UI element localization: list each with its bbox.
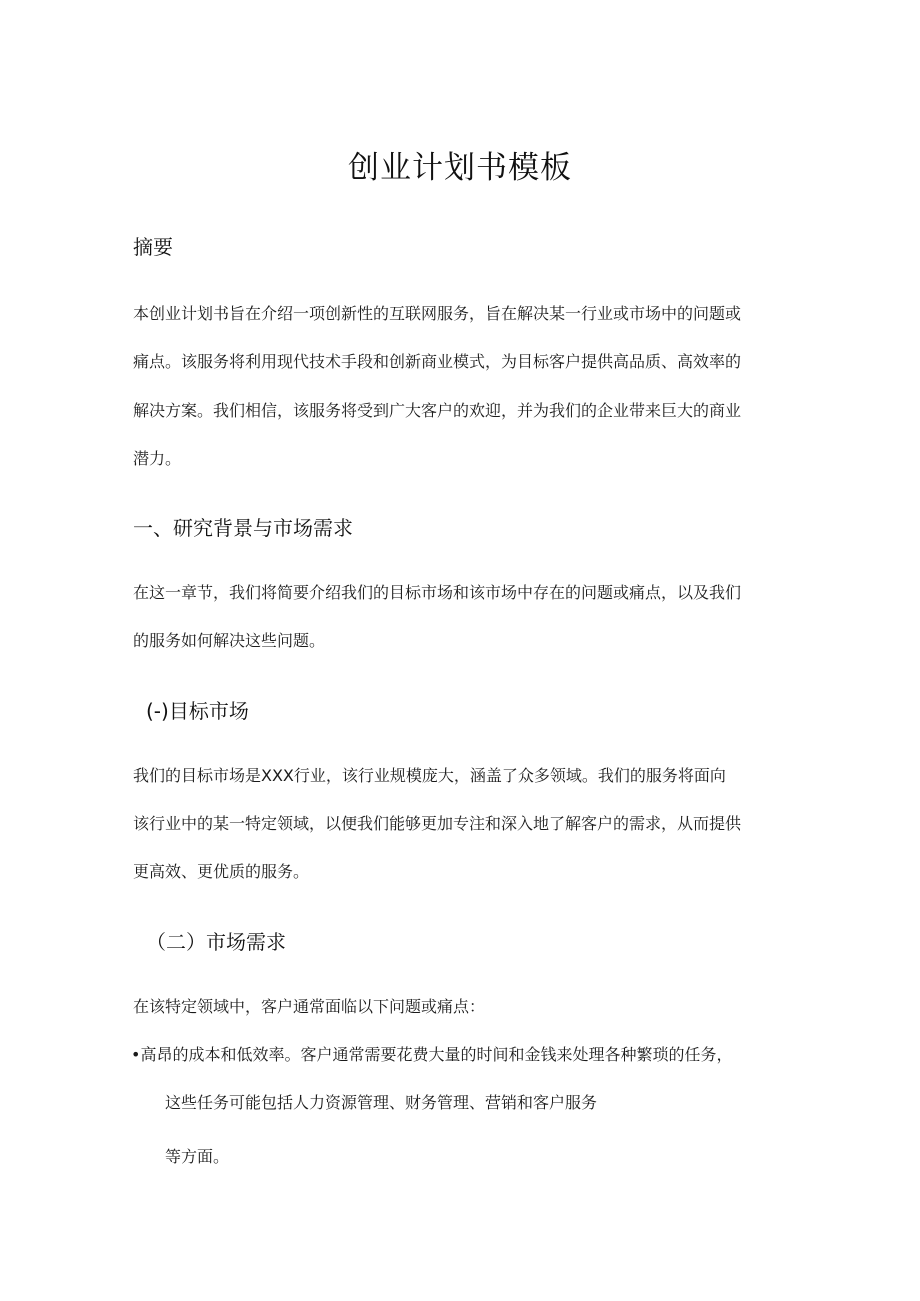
abstract-line-4: 潜力。 [133, 449, 182, 468]
section1-heading: 一、研究背景与市场需求 [133, 516, 353, 540]
target-market-line-2: 该行业中的某一特定领域，以便我们能够更加专注和深入地了解客户的需求，从而提供 [133, 814, 742, 833]
target-market-line-1: 我们的目标市场是XXX行业，该行业规模庞大，涵盖了众多领域。我们的服务将面向 [133, 766, 726, 785]
bullet-item: •高昂的成本和低效率。客户通常需要花费大量的时间和金钱来处理各种繁琐的任务， [131, 1045, 733, 1064]
market-demand-intro: 在该特定领域中，客户通常面临以下问题或痛点： [133, 997, 486, 1016]
section1-line-1: 在这一章节，我们将简要介绍我们的目标市场和该市场中存在的问题或痛点，以及我们 [133, 583, 742, 602]
abstract-line-1: 本创业计划书旨在介绍一项创新性的互联网服务，旨在解决某一行业或市场中的问题或 [133, 304, 742, 323]
bullet-continuation-2: 等方面。 [165, 1147, 230, 1166]
section1-line-2: 的服务如何解决这些问题。 [133, 631, 326, 650]
abstract-heading: 摘要 [133, 235, 173, 259]
subsection-market-demand-heading: （二）市场需求 [146, 930, 286, 954]
abstract-line-2: 痛点。该服务将利用现代技术手段和创新商业模式，为目标客户提供高品质、高效率的 [133, 352, 742, 371]
abstract-line-3: 解决方案。我们相信，该服务将受到广大客户的欢迎，并为我们的企业带来巨大的商业 [133, 401, 742, 420]
subsection-target-market-heading: (-)目标市场 [146, 699, 249, 723]
bullet-continuation-1: 这些任务可能包括人力资源管理、财务管理、营销和客户服务 [165, 1093, 598, 1112]
target-market-line-3: 更高效、更优质的服务。 [133, 862, 310, 881]
document-title: 创业计划书模板 [348, 150, 572, 186]
